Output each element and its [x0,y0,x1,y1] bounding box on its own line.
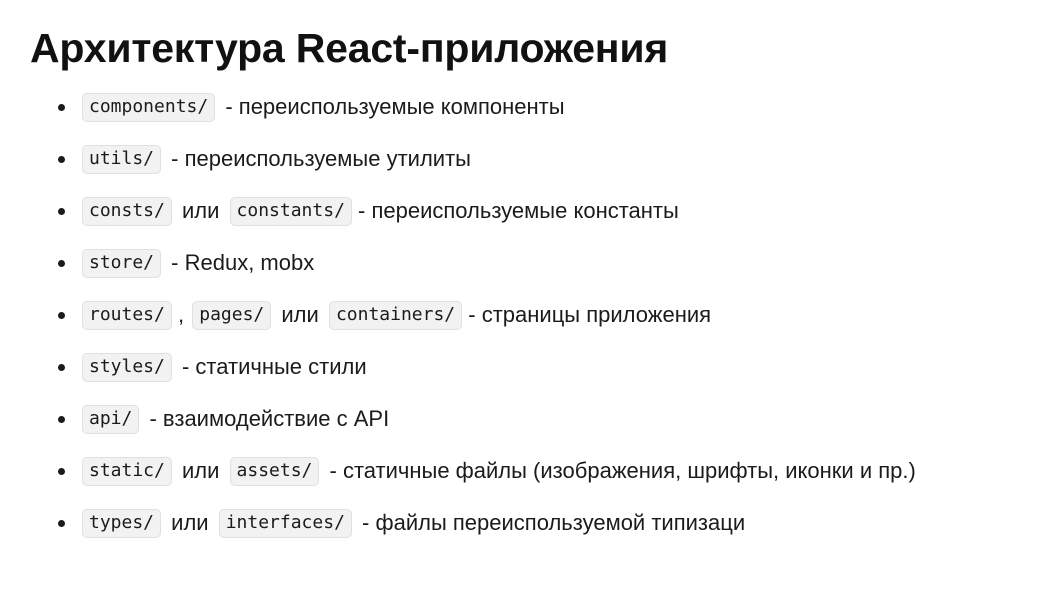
token-separator: или [171,510,209,536]
code-token: store/ [82,249,161,278]
code-token: routes/ [82,301,172,330]
list-item [30,197,1034,226]
token-separator: или [281,302,319,328]
list-item [30,93,1034,122]
list-item [30,353,1034,382]
list-item-description: - статичные файлы (изображения, шрифты, иконки и пр.) [329,458,916,484]
code-token: types/ [82,509,161,538]
code-token: styles/ [82,353,172,382]
list-item [30,405,1034,434]
list-item-description: - переиспользуемые компоненты [225,94,565,120]
architecture-list [30,93,1034,538]
code-token: api/ [82,405,139,434]
list-item [30,509,1034,538]
list-item-description: - переиспользуемые константы [358,198,679,224]
bullet-icon [58,208,65,215]
code-token: assets/ [230,457,320,486]
bullet-icon [58,364,65,371]
bullet-icon [58,260,65,267]
list-item-description: - файлы переиспользуемой типизаци [362,510,746,536]
bullet-icon [58,416,65,423]
list-item-description: - Redux, mobx [171,250,315,276]
list-item [30,457,1034,486]
list-item [30,145,1034,174]
list-item-description: - переиспользуемые утилиты [171,146,471,172]
token-separator: или [181,458,220,484]
list-item [30,301,1034,330]
bullet-icon [58,104,65,111]
code-token: containers/ [329,301,462,330]
bullet-icon [58,312,65,319]
code-token: static/ [82,457,172,486]
bullet-icon [58,520,65,527]
list-item-description: - статичные стили [181,354,367,380]
code-token: components/ [82,93,215,122]
page-title: Архитектура React-приложения [30,25,669,71]
code-token: consts/ [82,197,172,226]
code-token: constants/ [230,197,352,226]
code-token: utils/ [82,145,161,174]
list-item-description: - страницы приложения [468,302,712,328]
token-separator: или [181,198,220,224]
code-token: pages/ [192,301,271,330]
bullet-icon [58,156,65,163]
list-item [30,249,1034,278]
token-separator: , [177,302,185,328]
code-token: interfaces/ [219,509,352,538]
bullet-icon [58,468,65,475]
list-item-description: - взаимодействие с API [149,406,390,432]
